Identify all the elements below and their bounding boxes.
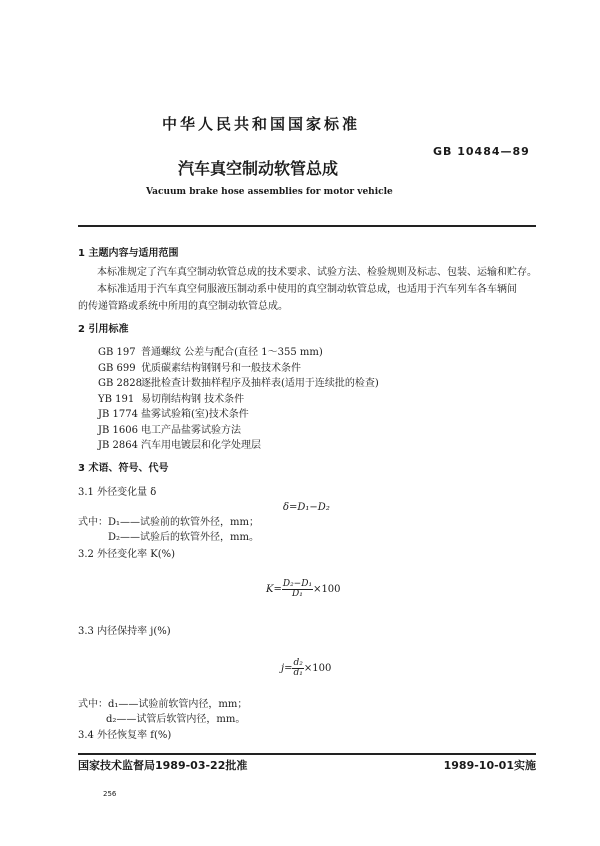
reference-title: 逐批检查计数抽样程序及抽样表(适用于连续批的检查) bbox=[141, 378, 379, 389]
formula-lhs: K= bbox=[266, 584, 282, 595]
section-1-paragraph: 本标准规定了汽车真空制动软管总成的技术要求、试验方法、检验规则及标志、包装、运输和贮存。 bbox=[97, 267, 537, 278]
denominator: D₁ bbox=[292, 589, 303, 599]
section-3-heading: 3 术语、符号、代号 bbox=[78, 463, 169, 474]
reference-code: YB 191 bbox=[98, 393, 135, 405]
reference-code: JB 1606 bbox=[98, 424, 138, 436]
footer-divider bbox=[78, 753, 536, 755]
header-divider bbox=[78, 225, 536, 227]
reference-title: 普通螺纹 公差与配合(直径 1～355 mm) bbox=[141, 347, 323, 358]
formula-legend: 式中：d₁——试验前软管内径，mm； bbox=[78, 699, 248, 710]
reference-title: 易切削结构钢 技术条件 bbox=[141, 393, 245, 405]
formula-3-2 bbox=[266, 580, 341, 599]
reference-code: GB 699 bbox=[98, 362, 136, 374]
reference-title: 优质碳素结构钢钢号和一般技术条件 bbox=[141, 362, 301, 374]
formula-legend: 式中：D₁——试验前的软管外径，mm； bbox=[78, 517, 259, 528]
clause-3-2: 3.2 外径变化率 K(%) bbox=[78, 549, 176, 560]
denominator: d₁ bbox=[293, 668, 303, 678]
section-1-heading: 1 主题内容与适用范围 bbox=[78, 248, 179, 259]
section-1-paragraph: 的传递管路或系统中所用的真空制动软管总成。 bbox=[78, 301, 288, 312]
clause-3-1: 3.1 外径变化量 δ bbox=[78, 487, 157, 498]
effective-date: 1989-10-01实施 bbox=[443, 759, 536, 772]
reference-title: 汽车用电镀层和化学处理层 bbox=[141, 440, 261, 451]
formula-lhs: j= bbox=[281, 663, 293, 674]
reference-code: JB 1774 bbox=[98, 409, 138, 420]
approval-date: 国家技术监督局1989-03-22批准 bbox=[78, 759, 248, 772]
numerator: d₂ bbox=[293, 658, 303, 668]
reference-code: GB 2828 bbox=[98, 378, 142, 389]
standard-code: GB 10484—89 bbox=[433, 145, 530, 158]
page-number: 256 bbox=[103, 790, 117, 798]
section-1-paragraph: 本标准适用于汽车真空伺服液压制动系中使用的真空制动软管总成，也适用于汽车列车各车辆间 bbox=[97, 284, 517, 295]
reference-code: JB 2864 bbox=[98, 440, 138, 451]
clause-3-3: 3.3 内径保持率 j(%) bbox=[78, 626, 171, 637]
formula-3-1: δ=D₁−D₂ bbox=[283, 502, 330, 513]
document-title: 汽车真空制动软管总成 bbox=[178, 159, 339, 178]
formula-rhs: ×100 bbox=[303, 663, 332, 674]
formula-3-3 bbox=[281, 659, 331, 678]
formula-rhs: ×100 bbox=[313, 584, 341, 595]
reference-title: 盐雾试验箱(室)技术条件 bbox=[141, 409, 249, 420]
reference-title: 电工产品盐雾试验方法 bbox=[141, 424, 241, 436]
section-2-heading: 2 引用标准 bbox=[78, 324, 129, 335]
formula-legend: d₂——试管后软管内径，mm。 bbox=[106, 714, 246, 725]
document-title-en: Vacuum brake hose assemblies for motor vehicle bbox=[146, 187, 393, 197]
clause-3-4: 3.4 外径恢复率 f(%) bbox=[78, 730, 172, 741]
formula-legend: D₂——试验后的软管外径，mm。 bbox=[108, 532, 259, 543]
reference-code: GB 197 bbox=[98, 347, 136, 358]
national-standard-label: 中华人民共和国国家标准 bbox=[162, 115, 361, 133]
numerator: D₂−D₁ bbox=[282, 579, 313, 589]
